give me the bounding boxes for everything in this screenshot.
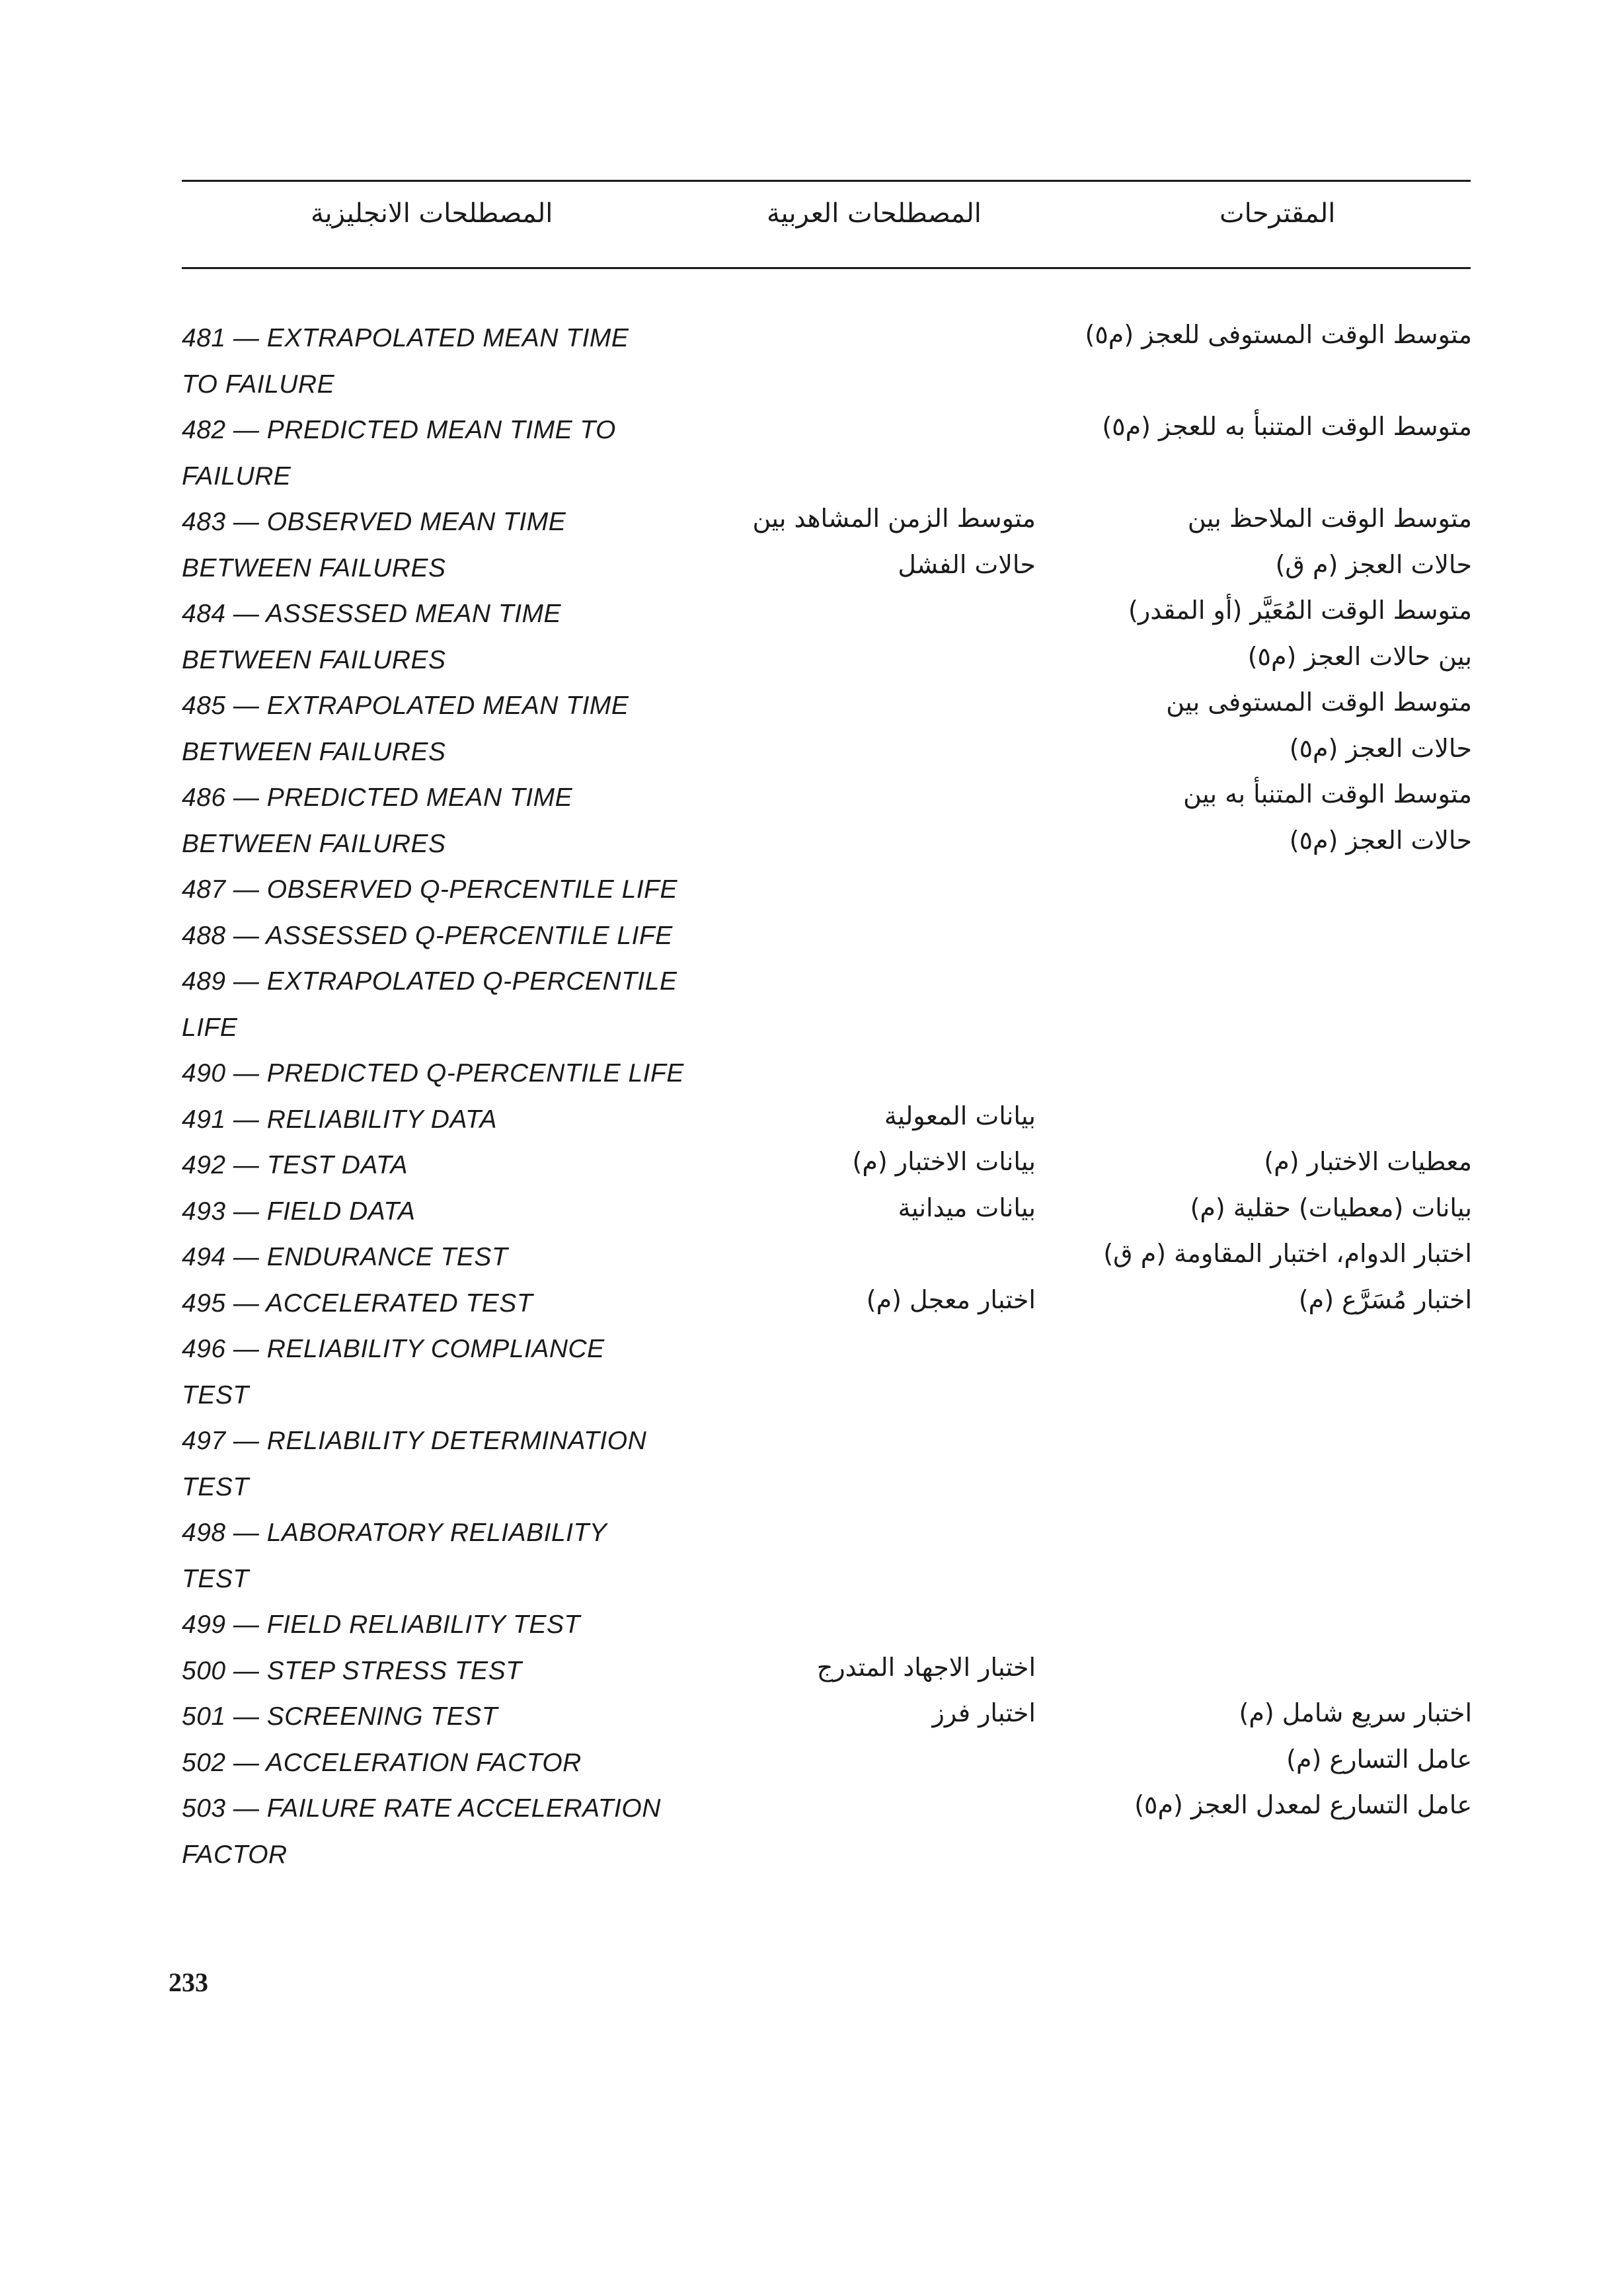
ar-term: بيانات المعولية [884,1101,1036,1130]
ar-proposal: اختبار الدوام، اختبار المقاومة (م ق) [1103,1239,1472,1268]
ar-proposal: اختبار سريع شامل (م) [1239,1698,1472,1727]
ar-term: بيانات ميدانية [898,1193,1036,1222]
en-line: 499 — FIELD RELIABILITY TEST [182,1610,580,1639]
header-rule [182,267,1471,269]
en-line: 487 — OBSERVED Q-PERCENTILE LIFE [182,875,678,904]
ar-term: اختبار فرز [932,1698,1036,1727]
header-english-terms: المصطلحات الانجليزية [311,198,553,229]
en-line: 497 — RELIABILITY DETERMINATION [182,1427,647,1455]
ar-proposal: متوسط الوقت المتنبأ به بين [1183,779,1472,809]
en-line: TEST [182,1381,249,1409]
ar-term: حالات الفشل [898,550,1036,579]
ar-proposal: متوسط الوقت المُعَيَّر (أو المقدر) [1128,596,1472,625]
en-line: BETWEEN FAILURES [182,738,446,766]
en-line: 498 — LABORATORY RELIABILITY [182,1519,607,1547]
ar-proposal: متوسط الوقت المستوفى للعجز (م٥) [1085,320,1472,349]
en-line: 488 — ASSESSED Q-PERCENTILE LIFE [182,922,673,950]
en-line: 500 — STEP STRESS TEST [182,1657,522,1685]
en-line: 490 — PREDICTED Q-PERCENTILE LIFE [182,1059,684,1088]
en-line: FAILURE [182,462,291,491]
en-line: 482 — PREDICTED MEAN TIME TO [182,416,616,444]
ar-proposal: متوسط الوقت المتنبأ به للعجز (م٥) [1102,412,1472,441]
ar-term: بيانات الاختبار (م) [852,1147,1036,1176]
ar-proposal: عامل التسارع لمعدل العجز (م٥) [1134,1790,1472,1819]
en-line: 491 — RELIABILITY DATA [182,1105,498,1134]
header-arabic-terms: المصطلحات العربية [767,198,982,229]
en-line: 486 — PREDICTED MEAN TIME [182,783,573,812]
ar-term: اختبار معجل (م) [866,1285,1036,1314]
ar-proposal: بيانات (معطيات) حقلية (م) [1190,1193,1472,1222]
en-line: 496 — RELIABILITY COMPLIANCE [182,1335,605,1363]
en-line: 501 — SCREENING TEST [182,1702,498,1731]
ar-proposal: حالات العجز (م٥) [1289,734,1472,763]
ar-proposal: متوسط الوقت المستوفى بين [1166,688,1472,717]
en-line: BETWEEN FAILURES [182,646,446,674]
ar-proposal: متوسط الوقت الملاحظ بين [1187,504,1472,533]
en-line: 484 — ASSESSED MEAN TIME [182,600,562,628]
en-line: BETWEEN FAILURES [182,554,446,582]
en-line: 503 — FAILURE RATE ACCELERATION [182,1794,661,1823]
en-line: 492 — TEST DATA [182,1151,408,1179]
en-line: TEST [182,1473,249,1501]
en-line: 493 — FIELD DATA [182,1197,416,1226]
en-line: 489 — EXTRAPOLATED Q-PERCENTILE [182,967,677,996]
ar-proposal: اختبار مُسَرَّع (م) [1298,1285,1472,1314]
en-line: LIFE [182,1013,238,1042]
en-line: 495 — ACCELERATED TEST [182,1289,533,1318]
en-line: FACTOR [182,1841,288,1869]
en-line: 483 — OBSERVED MEAN TIME [182,508,566,536]
ar-proposal: بين حالات العجز (م٥) [1247,642,1472,671]
page-number: 233 [169,1967,208,1997]
en-line: 485 — EXTRAPOLATED MEAN TIME [182,692,629,720]
ar-proposal: حالات العجز (م٥) [1289,826,1472,855]
header-proposals: المقترحات [1219,198,1336,229]
en-line: BETWEEN FAILURES [182,830,446,858]
en-line: 502 — ACCELERATION FACTOR [182,1749,582,1777]
en-line: TEST [182,1565,249,1593]
en-line: TO FAILURE [182,370,335,399]
top-rule [182,180,1471,182]
ar-proposal: حالات العجز (م ق) [1275,550,1472,579]
ar-term: متوسط الزمن المشاهد بين [752,504,1036,533]
ar-term: اختبار الاجهاد المتدرج [816,1653,1036,1682]
ar-proposal: عامل التسارع (م) [1286,1745,1472,1774]
ar-proposal: معطيات الاختبار (م) [1264,1147,1472,1176]
en-line: 481 — EXTRAPOLATED MEAN TIME [182,324,629,352]
en-line: 494 — ENDURANCE TEST [182,1243,508,1271]
